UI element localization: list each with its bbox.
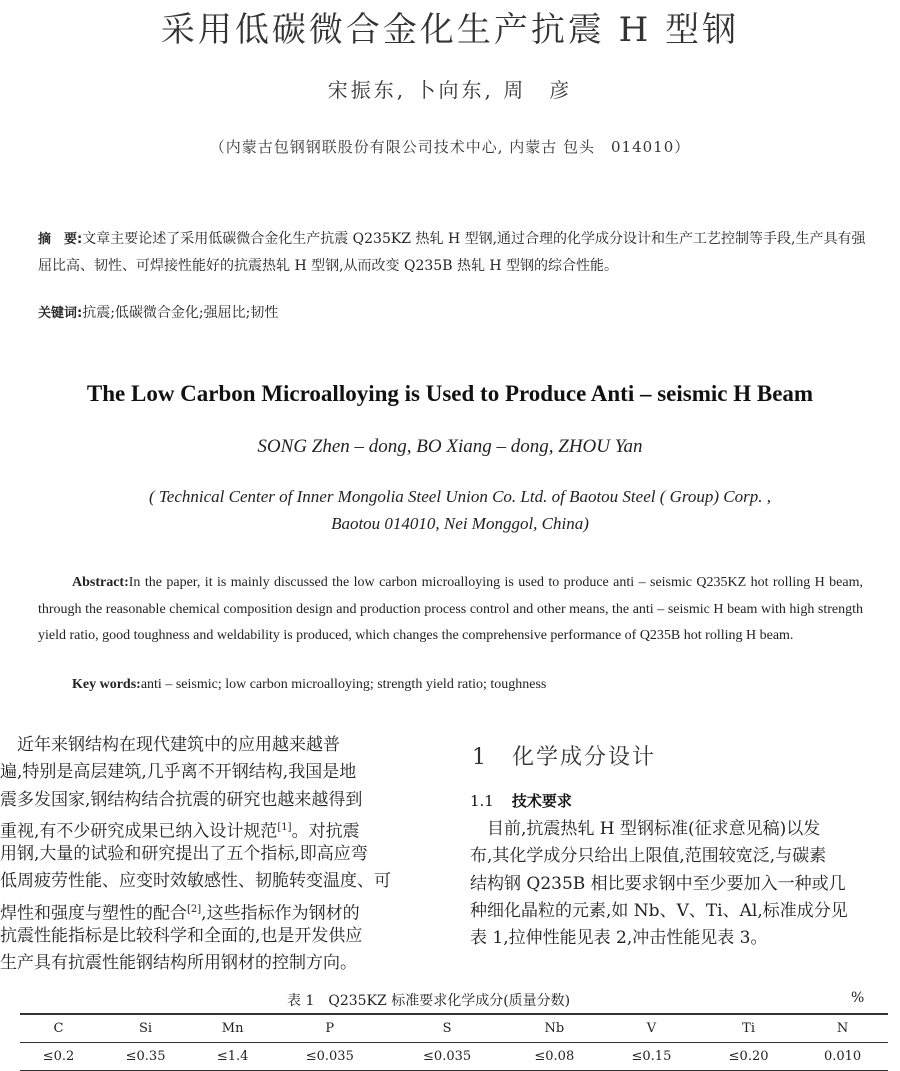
table-cell: ≤0.15 <box>631 1049 672 1064</box>
table-header-cell: Ti <box>742 1021 755 1036</box>
section-heading-1-1 <box>470 790 572 811</box>
introduction-paragraph <box>0 732 436 978</box>
table-row <box>20 1043 888 1071</box>
table-cell: ≤0.35 <box>125 1049 166 1064</box>
title-chinese: 采用低碳微合金化生产抗震 H 型钢 <box>160 10 740 50</box>
intro-text: 重视,有不少研究成果已纳入设计规范 <box>0 821 278 842</box>
table-header-cell: Nb <box>544 1021 565 1036</box>
intro-line: 震多发国家,钢结构结合抗震的研究也越来越得到 <box>0 789 363 810</box>
table-cell: ≤0.035 <box>305 1049 354 1064</box>
table-header-cell: C <box>53 1021 64 1036</box>
authors-chinese: 宋振东, 卜向东, 周 彦 <box>327 78 573 102</box>
reference-1: [1] <box>277 821 292 833</box>
reference-2: [2] <box>187 903 202 915</box>
keywords-text-cn: 抗震;低碳微合金化;强屈比;韧性 <box>82 305 279 321</box>
abstract-text-en: In the paper, it is mainly discussed the low carbon microalloying is used to produce anti – seismic Q235KZ hot rolling H beam, through the reasonable chemical composition design and production process control and other means, the anti – seismic H beam with high strength yield ratio, good toughness and weldability is produced, which changes the comprehensive performance of Q235B hot rolling H beam. <box>38 575 863 643</box>
intro-line: 用钢,大量的试验和研究提出了五个指标,即高应弯 <box>0 844 368 865</box>
section-title: 技术要求 <box>511 792 572 810</box>
keywords-label-cn: 关键词: <box>38 306 83 321</box>
table-header-cell: Si <box>139 1021 153 1036</box>
keywords-english <box>72 677 872 693</box>
table-cell: ≤0.035 <box>423 1049 472 1064</box>
intro-text: ,这些指标作为钢材的 <box>201 903 360 924</box>
intro-text: 焊性和强度与塑性的配合 <box>0 903 187 924</box>
body-line: 种细化晶粒的元素,如 Nb、V、Ti、Al,标准成分见 <box>470 900 848 921</box>
body-line: 目前,抗震热轧 H 型钢标准(征求意见稿)以发 <box>470 819 821 839</box>
table-header-row <box>20 1014 888 1043</box>
body-line: 结构钢 Q235B 相比要求钢中至少要加入一种或几 <box>470 873 846 894</box>
authors-english: SONG Zhen – dong, BO Xiang – dong, ZHOU Yan <box>257 436 643 457</box>
table-header-cell: V <box>646 1021 657 1036</box>
keywords-chinese <box>38 302 868 322</box>
table-header-cell: Mn <box>221 1021 244 1036</box>
keywords-text-en: anti – seismic; low carbon microalloying; strength yield ratio; toughness <box>140 677 547 692</box>
body-line: 表 1,拉伸性能见表 2,冲击性能见表 3。 <box>470 928 768 949</box>
intro-text: 。对抗震 <box>291 821 360 842</box>
table-cell: 0.010 <box>823 1049 862 1064</box>
body-line: 布,其化学成分只给出上限值,范围较宽泛,与碳素 <box>470 846 827 867</box>
abstract-text-cn: 文章主要论述了采用低碳微合金化生产抗震 Q235KZ 热轧 H 型钢,通过合理的化学成分设计和生产工艺控制等手段,生产具有强屈比高、韧性、可焊接性能好的抗震热轧 H 型钢,从而改变 Q235B 热轧 H 型钢的综合性能。 <box>38 231 866 274</box>
abstract-label-en: Abstract: <box>72 575 129 590</box>
table-cell: ≤0.2 <box>42 1049 75 1064</box>
intro-line <box>0 814 436 841</box>
affiliation-chinese: （内蒙古包钢钢联股份有限公司技术中心, 内蒙古 包头 014010） <box>209 138 691 156</box>
keywords-label-en: Key words: <box>72 677 141 692</box>
intro-line <box>0 896 436 923</box>
intro-line: 低周疲劳性能、应变时效敏感性、韧脆转变温度、可 <box>0 871 391 892</box>
table-cell: ≤1.4 <box>216 1049 249 1064</box>
intro-line: 遍,特别是高层建筑,几乎离不开钢结构,我国是地 <box>0 762 357 783</box>
table-header-cell: S <box>442 1021 452 1036</box>
section-number: 1.1 <box>470 792 494 810</box>
affiliation-english-line2: Baotou 014010, Nei Monggol, China) <box>331 514 589 533</box>
section-heading-1: 1 化学成分设计 <box>472 745 656 770</box>
affiliation-english-line1: ( Technical Center of Inner Mongolia Steel Union Co. Ltd. of Baotou Steel ( Group) Corp. , <box>148 487 772 506</box>
abstract-english <box>38 570 863 650</box>
table-header-cell: P <box>325 1021 335 1036</box>
table-cell: ≤0.20 <box>728 1049 769 1064</box>
section-1-1-paragraph <box>470 816 900 952</box>
table-cell: ≤0.08 <box>534 1049 575 1064</box>
intro-line: 生产具有抗震性能钢结构所用钢材的控制方向。 <box>0 953 357 974</box>
table-header-cell: N <box>836 1021 849 1036</box>
intro-line: 抗震性能指标是比较科学和全面的,也是开发供应 <box>0 926 363 947</box>
table-unit: % <box>851 990 865 1006</box>
table-1 <box>20 1013 888 1071</box>
intro-line: 近年来钢结构在现代建筑中的应用越来越普 <box>0 735 340 755</box>
table-caption: 表 1 Q235KZ 标准要求化学成分(质量分数) <box>287 993 571 1009</box>
title-english: The Low Carbon Microalloying is Used to Produce Anti – seismic H Beam <box>86 381 814 406</box>
abstract-chinese <box>38 226 868 279</box>
abstract-label-cn: 摘 要: <box>38 232 83 247</box>
